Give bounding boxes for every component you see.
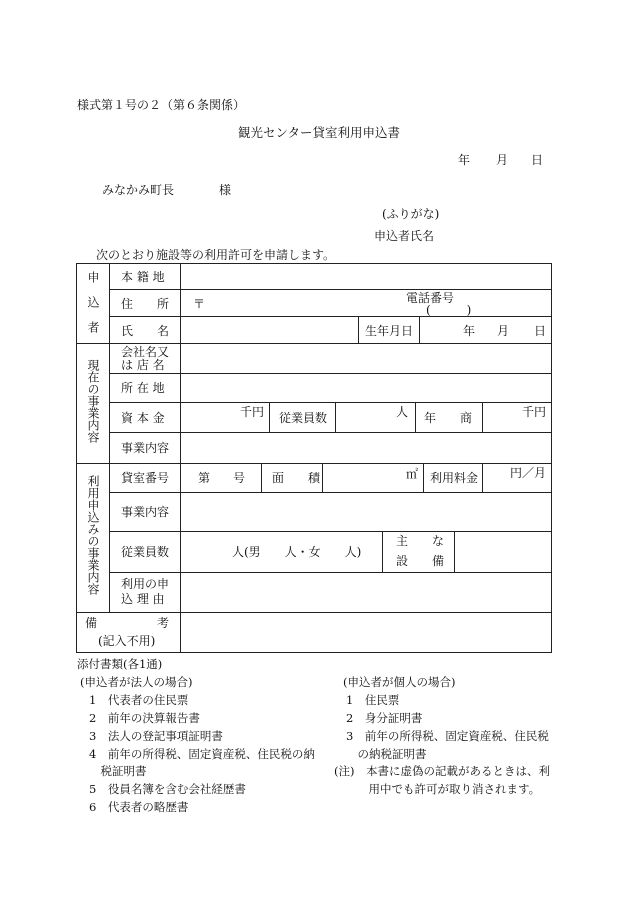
unit-yen-per-month: 円／月 [510, 466, 547, 480]
label-honseki: 本 籍 地 [121, 270, 165, 284]
corporate-item: 6 代表者の略歴書 [89, 800, 189, 814]
applicant-name-label: 申込者氏名 [374, 229, 435, 243]
date-year: 年 [458, 153, 471, 167]
label-location: 所 在 地 [121, 381, 165, 395]
unit-sen-yen-sales: 千円 [522, 405, 547, 419]
unit-person: 人 [396, 405, 409, 419]
honorific: 様 [219, 183, 232, 197]
label-area: 面 積 [272, 471, 321, 485]
label-employees: 従業員数 [279, 411, 328, 425]
postal-mark: 〒 [193, 297, 206, 311]
birth-date-label: 生年月日 [365, 324, 414, 338]
application-form-table [76, 263, 552, 653]
employees-breakdown: 人(男 人・女 人) [232, 545, 362, 559]
birth-year: 年 [463, 324, 476, 338]
note-line2: 用中でも許可が取り消されます。 [334, 782, 541, 796]
phone-parens: ( ) [426, 303, 472, 317]
room-gou: 号 [233, 471, 246, 485]
corporate-item: 4 前年の所得税、固定資産税、住民税の納 [89, 747, 315, 761]
section-applicant: 申込者 [86, 271, 100, 346]
unit-square-meter: ㎡ [406, 467, 419, 481]
remarks-note: (記入不用) [98, 634, 156, 648]
section-current-business: 現在の事業内容 [86, 359, 100, 443]
label-main-equipment-line1: 主 な [396, 534, 445, 548]
date-month: 月 [496, 153, 509, 167]
label-business-content: 事業内容 [121, 441, 170, 455]
label-annual-sales: 年 商 [424, 411, 473, 425]
label-usage-fee: 利用料金 [430, 471, 479, 485]
intro-text: 次のとおり施設等の利用許可を申請します。 [96, 248, 336, 262]
unit-sen-yen: 千円 [240, 405, 265, 419]
corporate-item: 2 前年の決算報告書 [89, 711, 200, 725]
label-reason-line1: 利用の申 [121, 577, 170, 591]
label-main-equipment-line2: 設 備 [396, 554, 445, 568]
individual-header: (申込者が個人の場合) [343, 675, 456, 689]
label-business-content-2: 事業内容 [121, 505, 170, 519]
label-company-line1: 会社名又 [121, 345, 170, 359]
corporate-item: 5 役員名簿を含む会社経歴書 [89, 782, 246, 796]
label-remarks: 備 考 [85, 616, 170, 630]
document-title: 観光センター貸室利用申込書 [238, 125, 401, 140]
birth-month: 月 [497, 324, 510, 338]
individual-item: 3 前年の所得税、固定資産税、住民税 [346, 729, 549, 743]
label-company-line2: は 店 名 [121, 358, 165, 372]
corporate-item: 3 法人の登記事項証明書 [89, 729, 223, 743]
label-reason-line2: 込 理 由 [121, 592, 165, 606]
birth-day: 日 [534, 324, 547, 338]
addressee: みなかみ町長 [102, 183, 175, 197]
label-name: 氏 名 [121, 324, 170, 338]
note-line1: (注) 本書に虚偽の記載があるときは、利 [334, 764, 550, 778]
label-address: 住 所 [121, 297, 170, 311]
corporate-header: (申込者が法人の場合) [80, 675, 193, 689]
phone-label: 電話番号 [406, 291, 455, 305]
room-dai: 第 [198, 471, 211, 485]
section-usage-business: 利用申込みの事業内容 [86, 475, 100, 595]
date-day: 日 [531, 153, 544, 167]
individual-item: 2 身分証明書 [346, 711, 423, 725]
form-number: 様式第１号の２（第６条関係） [77, 98, 246, 112]
furigana-label: (ふりがな) [382, 207, 440, 221]
individual-item: 1 住民票 [346, 693, 400, 707]
corporate-item: 1 代表者の住民票 [89, 693, 189, 707]
label-capital: 資 本 金 [121, 411, 165, 425]
label-room-number: 貸室番号 [121, 471, 170, 485]
corporate-item: 税証明書 [89, 764, 147, 778]
attachments-title: 添付書類(各1通) [77, 657, 163, 671]
individual-item: の納税証明書 [346, 747, 427, 761]
label-employees-2: 従業員数 [121, 545, 170, 559]
